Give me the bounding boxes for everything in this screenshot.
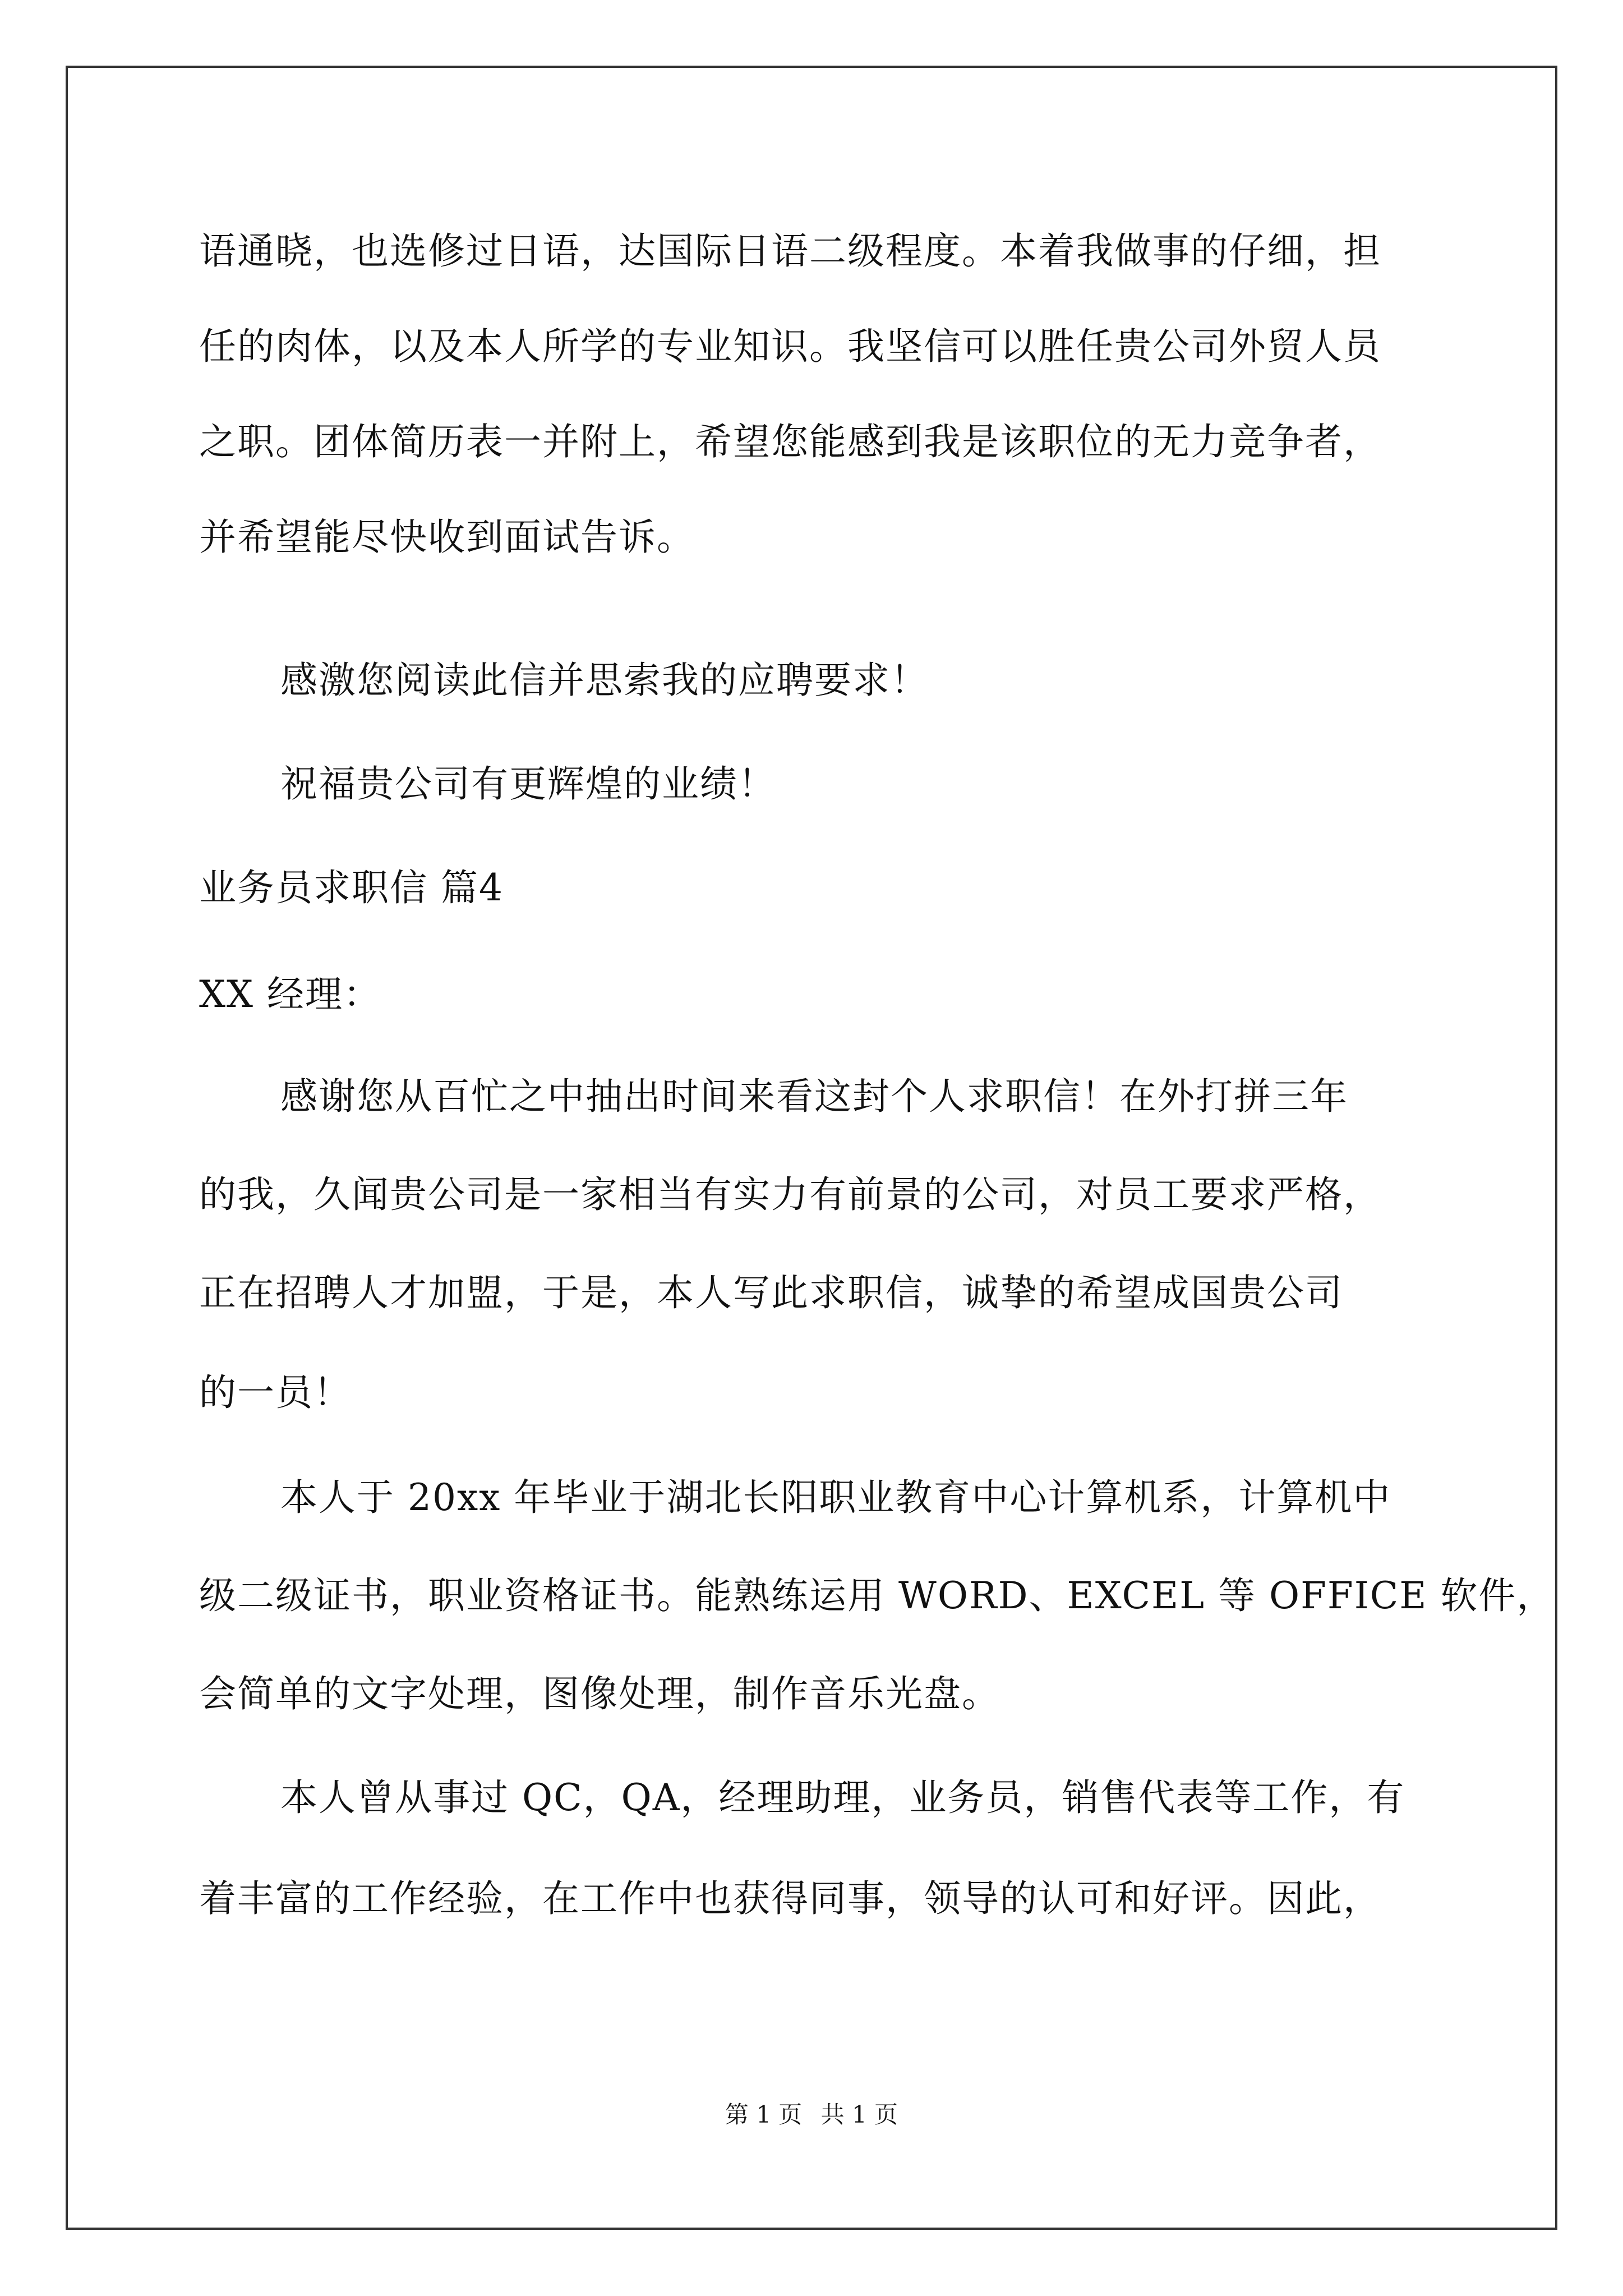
- body-line-9: 感谢您从百忙之中抽出时间来看这封个人求职信！在外打拼三年: [280, 1075, 1348, 1118]
- page-number: 第 1 页: [725, 2101, 803, 2128]
- body-line-13: 本人于 20xx 年毕业于湖北长阳职业教育中心计算机系，计算机中: [280, 1476, 1391, 1519]
- body-line-4: 并希望能尽快收到面试告诉。: [199, 516, 695, 559]
- body-line-14: 级二级证书，职业资格证书。能熟练运用 WORD、EXCEL 等 OFFICE 软件，: [199, 1574, 1555, 1617]
- body-line-12: 的一员！: [199, 1371, 352, 1414]
- body-line-3: 之职。团体简历表一并附上，希望您能感到我是该职位的无力竞争者，: [199, 420, 1381, 463]
- salutation: XX 经理：: [199, 973, 381, 1016]
- body-line-10: 的我，久闻贵公司是一家相当有实力有前景的公司，对员工要求严格，: [199, 1173, 1381, 1216]
- page-total: 共 1 页: [820, 2101, 898, 2128]
- body-line-1: 语通晓，也选修过日语，达国际日语二级程度。本着我做事的仔细，担: [199, 229, 1381, 273]
- body-line-15: 会简单的文字处理，图像处理，制作音乐光盘。: [199, 1672, 1000, 1715]
- body-line-2: 任的肉体，以及本人所学的专业知识。我坚信可以胜任贵公司外贸人员: [199, 325, 1381, 368]
- body-line-11: 正在招聘人才加盟，于是，本人写此求职信，诚挚的希望成国贵公司: [199, 1271, 1343, 1314]
- body-line-17: 着丰富的工作经验，在工作中也获得同事，领导的认可和好评。因此，: [199, 1877, 1381, 1920]
- page-footer: [0, 2098, 1623, 2132]
- body-line-16: 本人曾从事过 QC，QA，经理助理，业务员，销售代表等工作，有: [280, 1776, 1405, 1819]
- wishes-paragraph: 祝福贵公司有更辉煌的业绩！: [280, 762, 776, 806]
- section-heading: 业务员求职信 篇4: [199, 866, 504, 909]
- thanks-paragraph: 感激您阅读此信并思索我的应聘要求！: [280, 659, 929, 702]
